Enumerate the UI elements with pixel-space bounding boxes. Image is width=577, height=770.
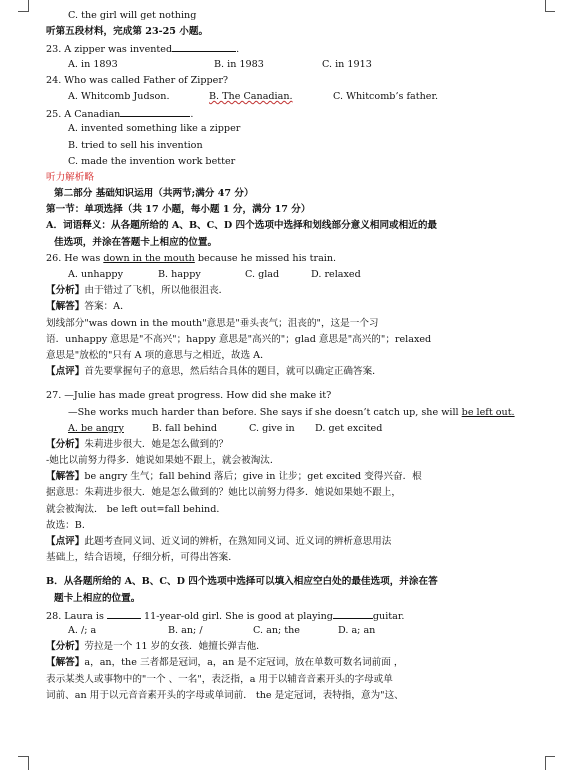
q24-options (46, 89, 546, 105)
q26-explain-3: 意思是"放松的"只有 A 项的意思与之相近，故选 A． (46, 349, 270, 361)
document-page (46, 8, 546, 704)
q23-options (46, 57, 546, 73)
crop-mark-top-left (28, 0, 29, 12)
q28-answer (46, 655, 546, 671)
q27-comment-tag: 【点评】 (46, 536, 85, 547)
crop-mark-bottom-right-h (545, 756, 555, 757)
q26-explain-1: 划线部分"was down in the mouth"意思是"垂头丧气；沮丧的"，这是一个习 (46, 317, 379, 329)
q25-blank (120, 105, 190, 117)
q28-answer-tag: 【解答】 (46, 657, 85, 669)
q28-blank-1 (107, 607, 141, 619)
q26-option-b: B. happy (158, 269, 201, 280)
q27-option-c: C. give in (249, 422, 295, 434)
q27-analysis-text: 朱莉进步很大．她是怎么做到的？ (84, 438, 229, 450)
q27-answer-text: be angry 生气；fall behind 落后；give in 让步；get excited 变得兴奋．根 (84, 471, 422, 483)
crop-mark-bottom-left (28, 756, 29, 770)
q28-option-a: A. /; a (68, 624, 97, 636)
q26-stem-pre: 26. He was (46, 252, 104, 264)
q27-answer-line-3: 就会被淘汰． be left out=fall behind． (46, 503, 226, 515)
q25-option-a: A. invented something like a zipper (68, 123, 241, 135)
q23-blank (172, 40, 236, 52)
q27-comment (46, 534, 546, 550)
q25-option-b: B. tried to sell his invention (68, 139, 203, 151)
q27-comment-text: 此题考查同义词、近义词的辨析，在熟知同义词、近义词的辨析意思用法 (84, 536, 392, 547)
crop-mark-top-right-h (545, 11, 555, 12)
q27-choose: 故选：B． (46, 519, 92, 531)
crop-mark-top-left-h (18, 11, 28, 12)
q26-analysis (46, 283, 546, 299)
q27-underlined-phrase: be left out. (461, 406, 515, 418)
q23-option-a: A. in 1893 (68, 58, 118, 70)
q28-answer-line-3: 词前、an 用于以元音音素开头的字母或单词前． the 是定冠词，表特指，意为"这、 (46, 689, 404, 701)
q28-answer-text: a，an，the 三者都是冠词，a，an 是不定冠词，放在单数可数名词前面 ， (84, 657, 404, 669)
q25-stem (46, 105, 546, 121)
q27-line-1: 27. —Julie has made great progress. How did she make it? (46, 390, 332, 402)
q24-option-b: B. The Canadian. (209, 90, 293, 102)
listening-note: 听力解析略 (46, 171, 94, 183)
q26-answer-text: 答案：A． (84, 301, 130, 313)
q27-answer-line-2: 据意思：朱莉进步很大．她是怎么做到的？她比以前努力得多．她说如果她不跟上， (46, 487, 401, 499)
q27-option-a: A. be angry (68, 422, 124, 434)
q28-analysis-tag: 【分析】 (46, 641, 85, 653)
q22-option-c: C. the girl will get nothing (68, 10, 197, 21)
q26-stem-post: because he missed his train. (194, 252, 337, 264)
q28-blank-2 (333, 607, 373, 619)
q28-option-b: B. an; / (168, 624, 203, 636)
q23-option-b: B. in 1983 (214, 58, 264, 70)
q27-analysis-2: -她比以前努力得多．她说如果她不跟上，就会被淘汰． (46, 455, 280, 467)
q27-answer (46, 469, 546, 485)
q28-stem-post: guitar. (372, 610, 405, 622)
q26-comment-text: 首先要掌握句子的意思，然后结合具体的题目，就可以确定正确答案． (84, 366, 382, 378)
q28-options (46, 623, 546, 639)
q27-analysis (46, 437, 546, 453)
q23-tail: . (236, 44, 240, 56)
part-a-instruction-1: A．词语释义：从各题所给的 A、B、C、D 四个选项中选择和划线部分意义相同或相近的最 (46, 220, 438, 232)
q26-option-a: A. unhappy (68, 269, 123, 280)
q26-underlined-phrase: down in the mouth (103, 252, 195, 264)
q24-option-a: A. Whitcomb Judson. (68, 90, 170, 102)
q27-line-2 (46, 405, 546, 421)
q26-option-d: D. relaxed (311, 269, 361, 280)
q27-comment-2: 基础上，结合语境，仔细分析，可得出答案． (46, 552, 238, 564)
q23-option-c: C. in 1913 (322, 58, 372, 70)
q27-line-2-pre: —She works much harder than before. She says if she doesn’t catch up, she will (68, 406, 462, 418)
q28-analysis (46, 639, 546, 655)
q23-stem-text: 23. A zipper was invented (46, 44, 173, 56)
q25-tail: . (190, 109, 194, 121)
q28-stem-mid: 11-year-old girl. She is good at playing (140, 610, 333, 622)
q26-comment (46, 364, 546, 380)
q25-stem-text: 25. A Canadian (46, 109, 121, 121)
q26-answer-tag: 【解答】 (46, 301, 85, 313)
q26-stem (46, 251, 546, 267)
q26-comment-tag: 【点评】 (46, 366, 85, 378)
q28-answer-line-2: 表示某类人或事物中的"一个 、一名"，表泛指，a 用于以辅音音素开头的字母或单 (46, 673, 393, 685)
q26-analysis-tag: 【分析】 (46, 285, 85, 297)
part2-title: 第二部分 基础知识运用（共两节;满分 47 分） (54, 188, 254, 200)
section5-header: 听第五段材料，完成第 23-25 小题。 (46, 26, 209, 38)
q27-options (46, 421, 546, 437)
q26-option-c: C. glad (245, 269, 280, 280)
part-b-instruction-1: B．从各题所给的 A、B、C、D 四个选项中选择可以填入相应空白处的最佳选项，并涂在答 (46, 576, 438, 588)
q25-option-c: C. made the invention work better (68, 155, 236, 167)
q23-stem (46, 40, 546, 56)
q24-option-c: C. Whitcomb’s father. (333, 90, 439, 102)
part-a-instruction-2: 佳选项，并涂在答题卡上相应的位置。 (54, 236, 218, 248)
part-b-instruction-2: 题卡上相应的位置。 (54, 592, 141, 604)
q27-answer-tag: 【解答】 (46, 471, 85, 483)
q26-analysis-text: 由于错过了飞机，所以他很沮丧． (84, 285, 229, 297)
q28-stem-pre: 28. Laura is (46, 610, 107, 622)
q26-answer (46, 299, 546, 315)
crop-mark-bottom-right (545, 756, 546, 770)
q28-analysis-text: 劳拉是一个 11 岁的女孩．她擅长弹吉他． (84, 641, 266, 653)
q27-option-b: B. fall behind (152, 422, 217, 434)
q24-stem: 24. Who was called Father of Zipper? (46, 74, 229, 86)
q28-option-d: D. a; an (338, 624, 376, 636)
q27-analysis-tag: 【分析】 (46, 438, 85, 450)
q27-option-d: D. get excited (315, 422, 383, 434)
crop-mark-bottom-left-h (18, 756, 28, 757)
q26-options (46, 267, 546, 283)
section1-title: 第一节：单项选择（共 17 小题，每小题 1 分，满分 17 分） (46, 204, 311, 216)
q28-option-c: C. an; the (253, 624, 300, 636)
q26-explain-2: 语．unhappy 意思是"不高兴"；happy 意思是"高兴的"；glad 意思是"高兴的"；relaxed (46, 333, 432, 345)
q28-stem (46, 607, 546, 623)
